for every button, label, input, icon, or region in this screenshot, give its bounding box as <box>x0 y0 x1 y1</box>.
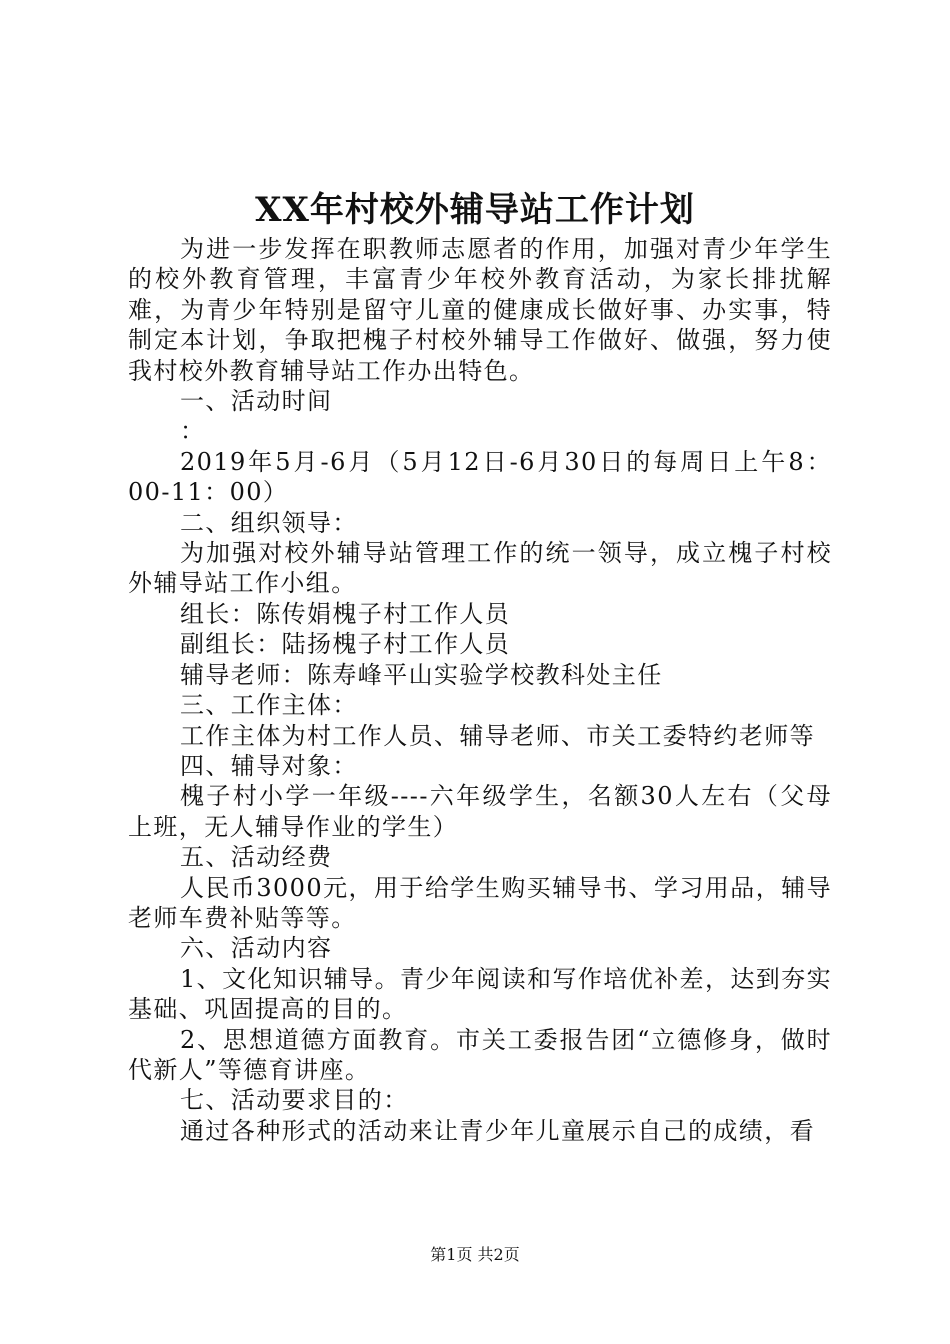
section-heading-organization: 二、组织领导： <box>180 508 358 537</box>
tutor-line: 辅导老师：陈寿峰平山实验学校教科处主任 <box>180 660 663 689</box>
section-heading-activity-time: 一、活动时间 <box>180 387 333 416</box>
funding-paragraph: 人民币3000元，用于给学生购买辅导书、学习用品，辅导老师车费补贴等等。 <box>128 873 832 932</box>
content-item-2: 2、思想道德方面教育。市关工委报告团“立德修身，做时代新人”等德育讲座。 <box>128 1025 832 1084</box>
organization-paragraph: 为加强对校外辅导站管理工作的统一领导，成立槐子村校外辅导站工作小组。 <box>128 539 832 598</box>
section-heading-funding: 五、活动经费 <box>180 843 333 872</box>
deputy-leader-line: 副组长：陆扬槐子村工作人员 <box>180 630 511 659</box>
section-heading-content: 六、活动内容 <box>180 934 333 963</box>
content-item-1: 1、文化知识辅导。青少年阅读和写作培优补差，达到夯实基础、巩固提高的目的。 <box>128 964 832 1024</box>
section-heading-work-subject: 三、工作主体： <box>180 691 358 720</box>
intro-paragraph: 为进一步发挥在职教师志愿者的作用，加强对青少年学生的校外教育管理，丰富青少年校外教育活动，为家长排扰解难，为青少年特别是留守儿童的健康成长做好事、办实事，特制定本计划，争取把槐子村校外辅导工作做好、做强，努力使我村校外教育辅导站工作办出特色。 <box>128 235 832 385</box>
activity-time-paragraph: 2019年5月-6月（5月12日-6月30日的每周日上午8：00-11：00） <box>128 447 832 507</box>
section-heading-requirements: 七、活动要求目的： <box>180 1086 409 1115</box>
document-body <box>128 234 832 1146</box>
section-heading-tutoring-targets: 四、辅导对象： <box>180 751 358 780</box>
work-subject-paragraph: 工作主体为村工作人员、辅导老师、市关工委特约老师等 <box>180 721 815 750</box>
page-footer: 第1页 共2页 <box>430 1245 520 1264</box>
colon-line: ： <box>180 417 206 446</box>
requirements-paragraph: 通过各种形式的活动来让青少年儿童展示自己的成绩，看 <box>180 1116 815 1145</box>
document-title: XX年村校外辅导站工作计划 <box>255 190 695 230</box>
tutoring-targets-paragraph: 槐子村小学一年级----六年级学生，名额30人左右（父母上班，无人辅导作业的学生） <box>128 782 832 841</box>
group-leader-line: 组长：陈传娟槐子村工作人员 <box>180 599 511 628</box>
